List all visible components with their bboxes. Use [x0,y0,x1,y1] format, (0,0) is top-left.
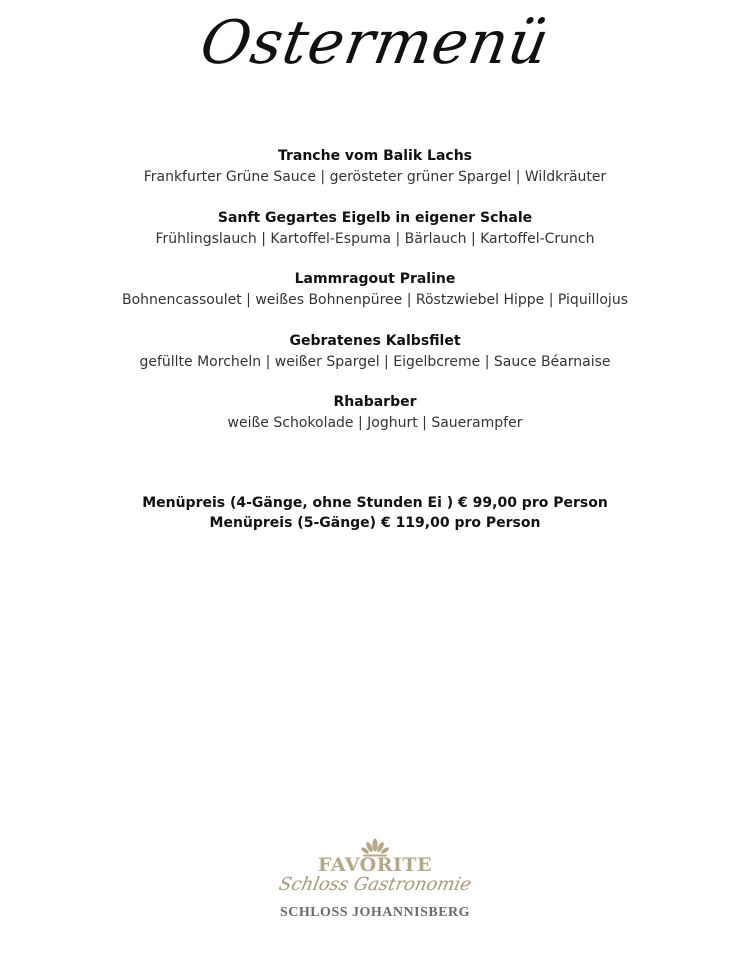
course-item [0,145,750,207]
course-list [0,145,750,453]
favorite-logo [262,838,488,928]
course-item [0,207,750,269]
menu-title: Ostermenü [195,8,555,78]
price-block [0,493,750,533]
course-item [0,268,750,330]
course-description: Frühlingslauch | Kartoffel-Espuma | Bärlauch | Kartoffel-Crunch [155,230,595,247]
logo-script-text: Schloss Gastronomie [276,874,474,895]
price-line-4-course: Menüpreis (4-Gänge, ohne Stunden Ei ) € 99,00 pro Person [142,495,608,511]
price-line-5-course: Menüpreis (5-Gänge) € 119,00 pro Person [209,515,541,531]
logo-location-text: SCHLOSS JOHANNISBERG [279,905,471,920]
course-name: Lammragout Praline [294,271,456,287]
course-name: Gebratenes Kalbsfilet [289,332,461,349]
course-description: gefüllte Morcheln | weißer Spargel | Eigelbcreme | Sauce Béarnaise [139,353,611,370]
course-item [0,330,750,392]
course-description: weiße Schokolade | Joghurt | Sauerampfer [227,415,523,431]
course-description: Bohnencassoulet | weißes Bohnenpüree | Röstzwiebel Hippe | Piquillojus [122,292,628,308]
course-description: Frankfurter Grüne Sauce | gerösteter grüner Spargel | Wildkräuter [143,169,607,185]
course-name: Tranche vom Balik Lachs [277,148,473,164]
course-item [0,391,750,453]
course-name: Sanft Gegartes Eigelb in eigener Schale [217,209,533,226]
logo-brand-text: FAVORITE [318,854,432,876]
course-name: Rhabarber [333,394,417,410]
